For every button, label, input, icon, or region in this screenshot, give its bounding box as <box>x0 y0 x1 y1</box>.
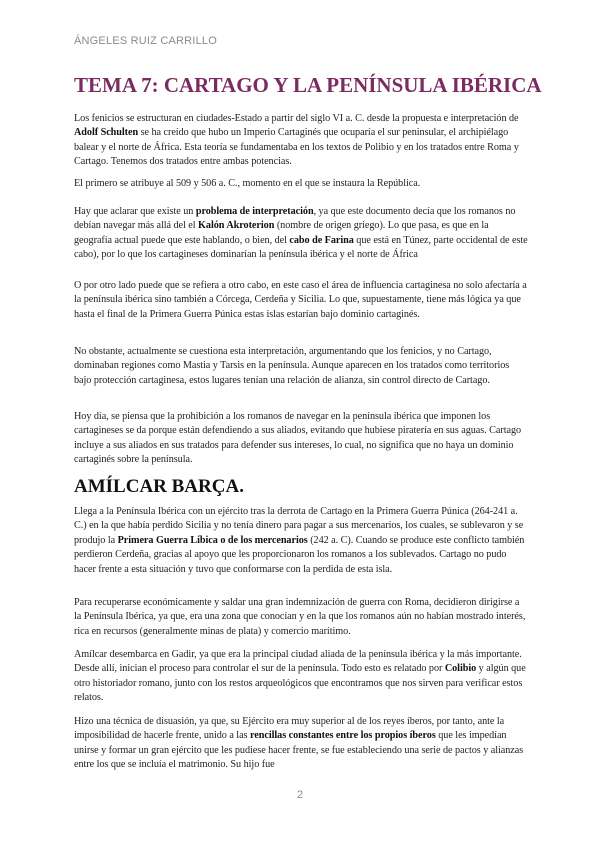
paragraph-4 <box>74 279 529 322</box>
paragraph-10 <box>74 715 529 773</box>
bold-term-colibio: Colibio <box>444 663 477 675</box>
text-run: , ya que este documento decía que los romanos no debían navegar más allá del el <box>74 206 516 232</box>
paragraph-9 <box>74 648 529 706</box>
paragraph-7 <box>74 505 529 577</box>
text-run: El primero se atribuye al 509 y 506 a. C., momento en el que se instaura la República. <box>74 178 421 189</box>
bold-term-schulten: Adolf Schulten <box>74 127 139 139</box>
bold-term-problema: problema de interpretación <box>195 206 314 217</box>
text-run: Los fenicios se estructuran en ciudades-Estado a partir del siglo VI a. C. desde la propuesta e interpretación de <box>74 113 519 124</box>
text-run: No obstante, actualmente se cuestiona esta interpretación, argumentando que los fenicios, y no Cartago, dominaban regiones como Mastia y Tarsis en la península. Aunque aparecen en los tratados como territorios bajo protección cartaginesa, estos lugares tenían una relación de alianza, sin control directo de Cartago. <box>74 346 510 386</box>
section-heading: AMÍLCAR BARÇA. <box>74 476 244 497</box>
text-run: y algún que otro historiador romano, junto con los restos arqueológicos que encontramos que nos sirven para verificar estos relatos. <box>74 663 526 704</box>
page-header-author: ÁNGELES RUIZ CARRILLO <box>74 35 217 47</box>
paragraph-6 <box>74 410 529 468</box>
text-run: se ha creído que hubo un Imperio Cartaginés que ocuparía el sur peninsular, el archipiélago balear y el norte de África. Esta teoría se fundamentaba en los textos de Polibio y en los tratados entre Roma y Cartago. Tenemos dos tratados entre ambas potencias. <box>74 127 519 168</box>
text-run: (242 a. C). Cuando se produce este conflicto también perdieron Cerdeña, gracias al apoyo que les proporcionaron los romanos a los sublevados. Cartago no pudo hacer frente a esta situación y tuvo que conformarse con la perdida de esta isla. <box>74 534 525 575</box>
text-run: Para recuperarse económicamente y saldar una gran indemnización de guerra con Roma, decidieron dirigirse a la Península Ibérica, ya que, era una zona que conocían y en la que los romanos aún no habían mostrado interés, rica en recursos (generalmente minas de plata) y comercio marítimo. <box>74 597 526 637</box>
text-run: Hay que aclarar que existe un <box>74 206 196 217</box>
page-number: 2 <box>296 789 304 801</box>
paragraph-1 <box>74 112 529 170</box>
bold-term-rencillas: rencillas constantes entre los propios íberos <box>249 730 436 742</box>
text-run: (nombre de origen griego). Lo que pasa, es que en la geografía actual puede que este hablando, o bien, del <box>74 220 489 246</box>
bold-term-guerra-libica: Primera Guerra Líbica o de los mercenarios <box>117 534 308 546</box>
text-run: Llega a la Península Ibérica con un ejército tras la derrota de Cartago en la Primera Guerra Púnica (264-241 a. C.) en la que había perdido Sicilia y no tenía dinero para pagar a sus mercenarios, los cuales, se sublevaron y se produjo la <box>74 506 524 546</box>
text-run: Amílcar desembarca en Gadir, ya que era la principal ciudad aliada de la península ibérica y la más importante. Desde allí, inician el proceso para controlar el sur de la península. Todo esto es relatado por <box>74 649 522 675</box>
paragraph-2 <box>74 177 529 191</box>
page-title: TEMA 7: CARTAGO Y LA PENÍNSULA IBÉRICA <box>74 73 542 97</box>
text-run: Hizo una técnica de disuasión, ya que, su Ejército era muy superior al de los reyes íberos, por tanto, ante la imposibilidad de hacerle frente, unido a las <box>74 716 505 742</box>
text-run: que les impedían unirse y formar un gran ejército que les pudiese hacer frente, se fue estableciendo una serie de pactos y alianzas entre los que se incluía el matrimonio. Su hijo fue <box>74 730 524 771</box>
text-run: O por otro lado puede que se refiera a otro cabo, en este caso el área de influencia cartaginesa no solo afectaría a la península ibérica sino también a Córcega, Cerdeña y Sicilia. Lo que, supuestamente, tiene más lógica ya que hasta el final de la Primera Guerra Púnica estas islas estarían bajo dominio cartaginés. <box>74 280 527 320</box>
text-run: que está en Túnez, parte occidental de este cabo), por lo que los cartagineses dominarían la península ibérica y el norte de África <box>74 234 528 261</box>
bold-term-farina: cabo de Farina <box>289 234 354 246</box>
paragraph-8 <box>74 596 529 639</box>
text-run: Hoy día, se piensa que la prohibición a los romanos de navegar en la península ibérica que imponen los cartagineses se da porque están defendiendo a sus aliados, evitando que hubiese piratería en sus aguas. Cartago incluye a sus aliados en sus tratados para defender sus intereses, lo cual, no significa que no haya un dominio cartaginés sobre la península. <box>74 411 522 466</box>
paragraph-5 <box>74 345 529 388</box>
paragraph-3 <box>74 205 529 263</box>
bold-term-kalon: Kalón Akroterion <box>198 220 275 232</box>
